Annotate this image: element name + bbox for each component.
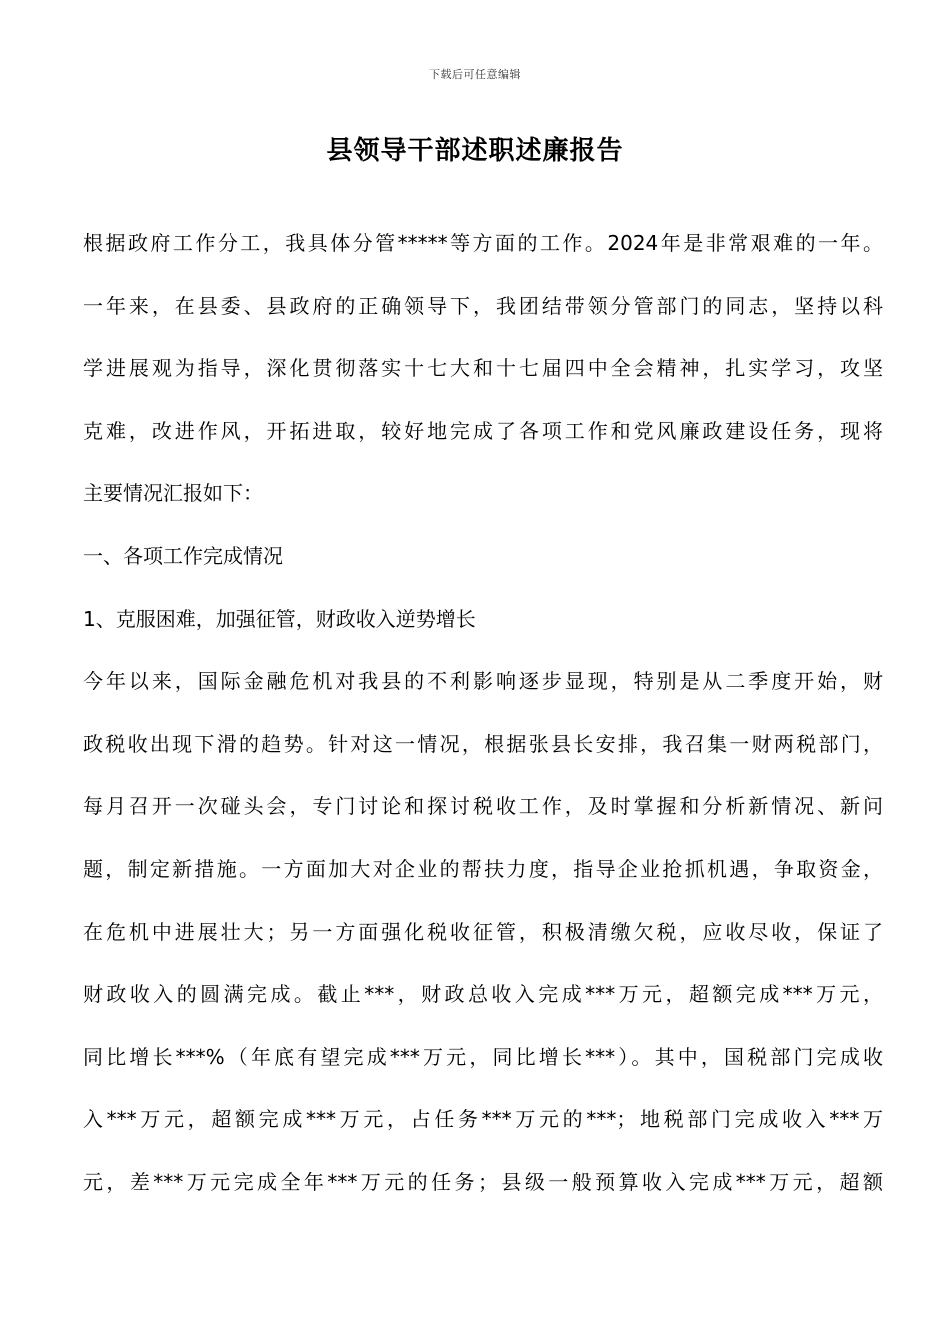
body-line: 今年以来，国际金融危机对我县的不利影响逐步显现，特别是从二季度开始，财 xyxy=(83,669,883,694)
body-line: 主要情况汇报如下： xyxy=(83,481,263,506)
document-body xyxy=(83,212,883,1214)
body-line: 政税收出现下滑的趋势。针对这一情况，根据张县长安排，我召集一财两税部门， xyxy=(83,731,883,756)
body-line: 每月召开一次碰头会，专门讨论和探讨税收工作，及时掌握和分析新情况、新问 xyxy=(83,794,883,819)
body-line: 元，差***万元完成全年***万元的任务；县级一般预算收入完成***万元，超额 xyxy=(83,1169,883,1194)
header-note: 下载后可任意编辑 xyxy=(429,68,521,81)
document-title: 县领导干部述职述廉报告 xyxy=(326,136,624,166)
body-line: 一年来，在县委、县政府的正确领导下，我团结带领分管部门的同志，坚持以科 xyxy=(83,293,883,318)
body-line: 根据政府工作分工，我具体分管*****等方面的工作。2024年是非常艰难的一年。 xyxy=(83,231,883,255)
section-heading: 一、各项工作完成情况 xyxy=(83,543,283,568)
body-line: 题，制定新措施。一方面加大对企业的帮扶力度，指导企业抢抓机遇，争取资金， xyxy=(83,856,883,881)
subsection-heading: 1、克服困难，加强征管，财政收入逆势增长 xyxy=(83,606,476,631)
body-line: 克难，改进作风，开拓进取，较好地完成了各项工作和党风廉政建设任务，现将 xyxy=(83,418,883,443)
body-line: 学进展观为指导，深化贯彻落实十七大和十七届四中全会精神，扎实学习，攻坚 xyxy=(83,356,883,381)
body-line: 在危机中进展壮大；另一方面强化税收征管，积极清缴欠税，应收尽收，保证了 xyxy=(83,919,883,944)
body-line: 财政收入的圆满完成。截止***，财政总收入完成***万元，超额完成***万元， xyxy=(83,982,883,1007)
body-line: 同比增长***%（年底有望完成***万元，同比增长***）。其中，国税部门完成收 xyxy=(83,1044,883,1069)
body-line: 入***万元，超额完成***万元，占任务***万元的***；地税部门完成收入***万 xyxy=(83,1107,883,1132)
